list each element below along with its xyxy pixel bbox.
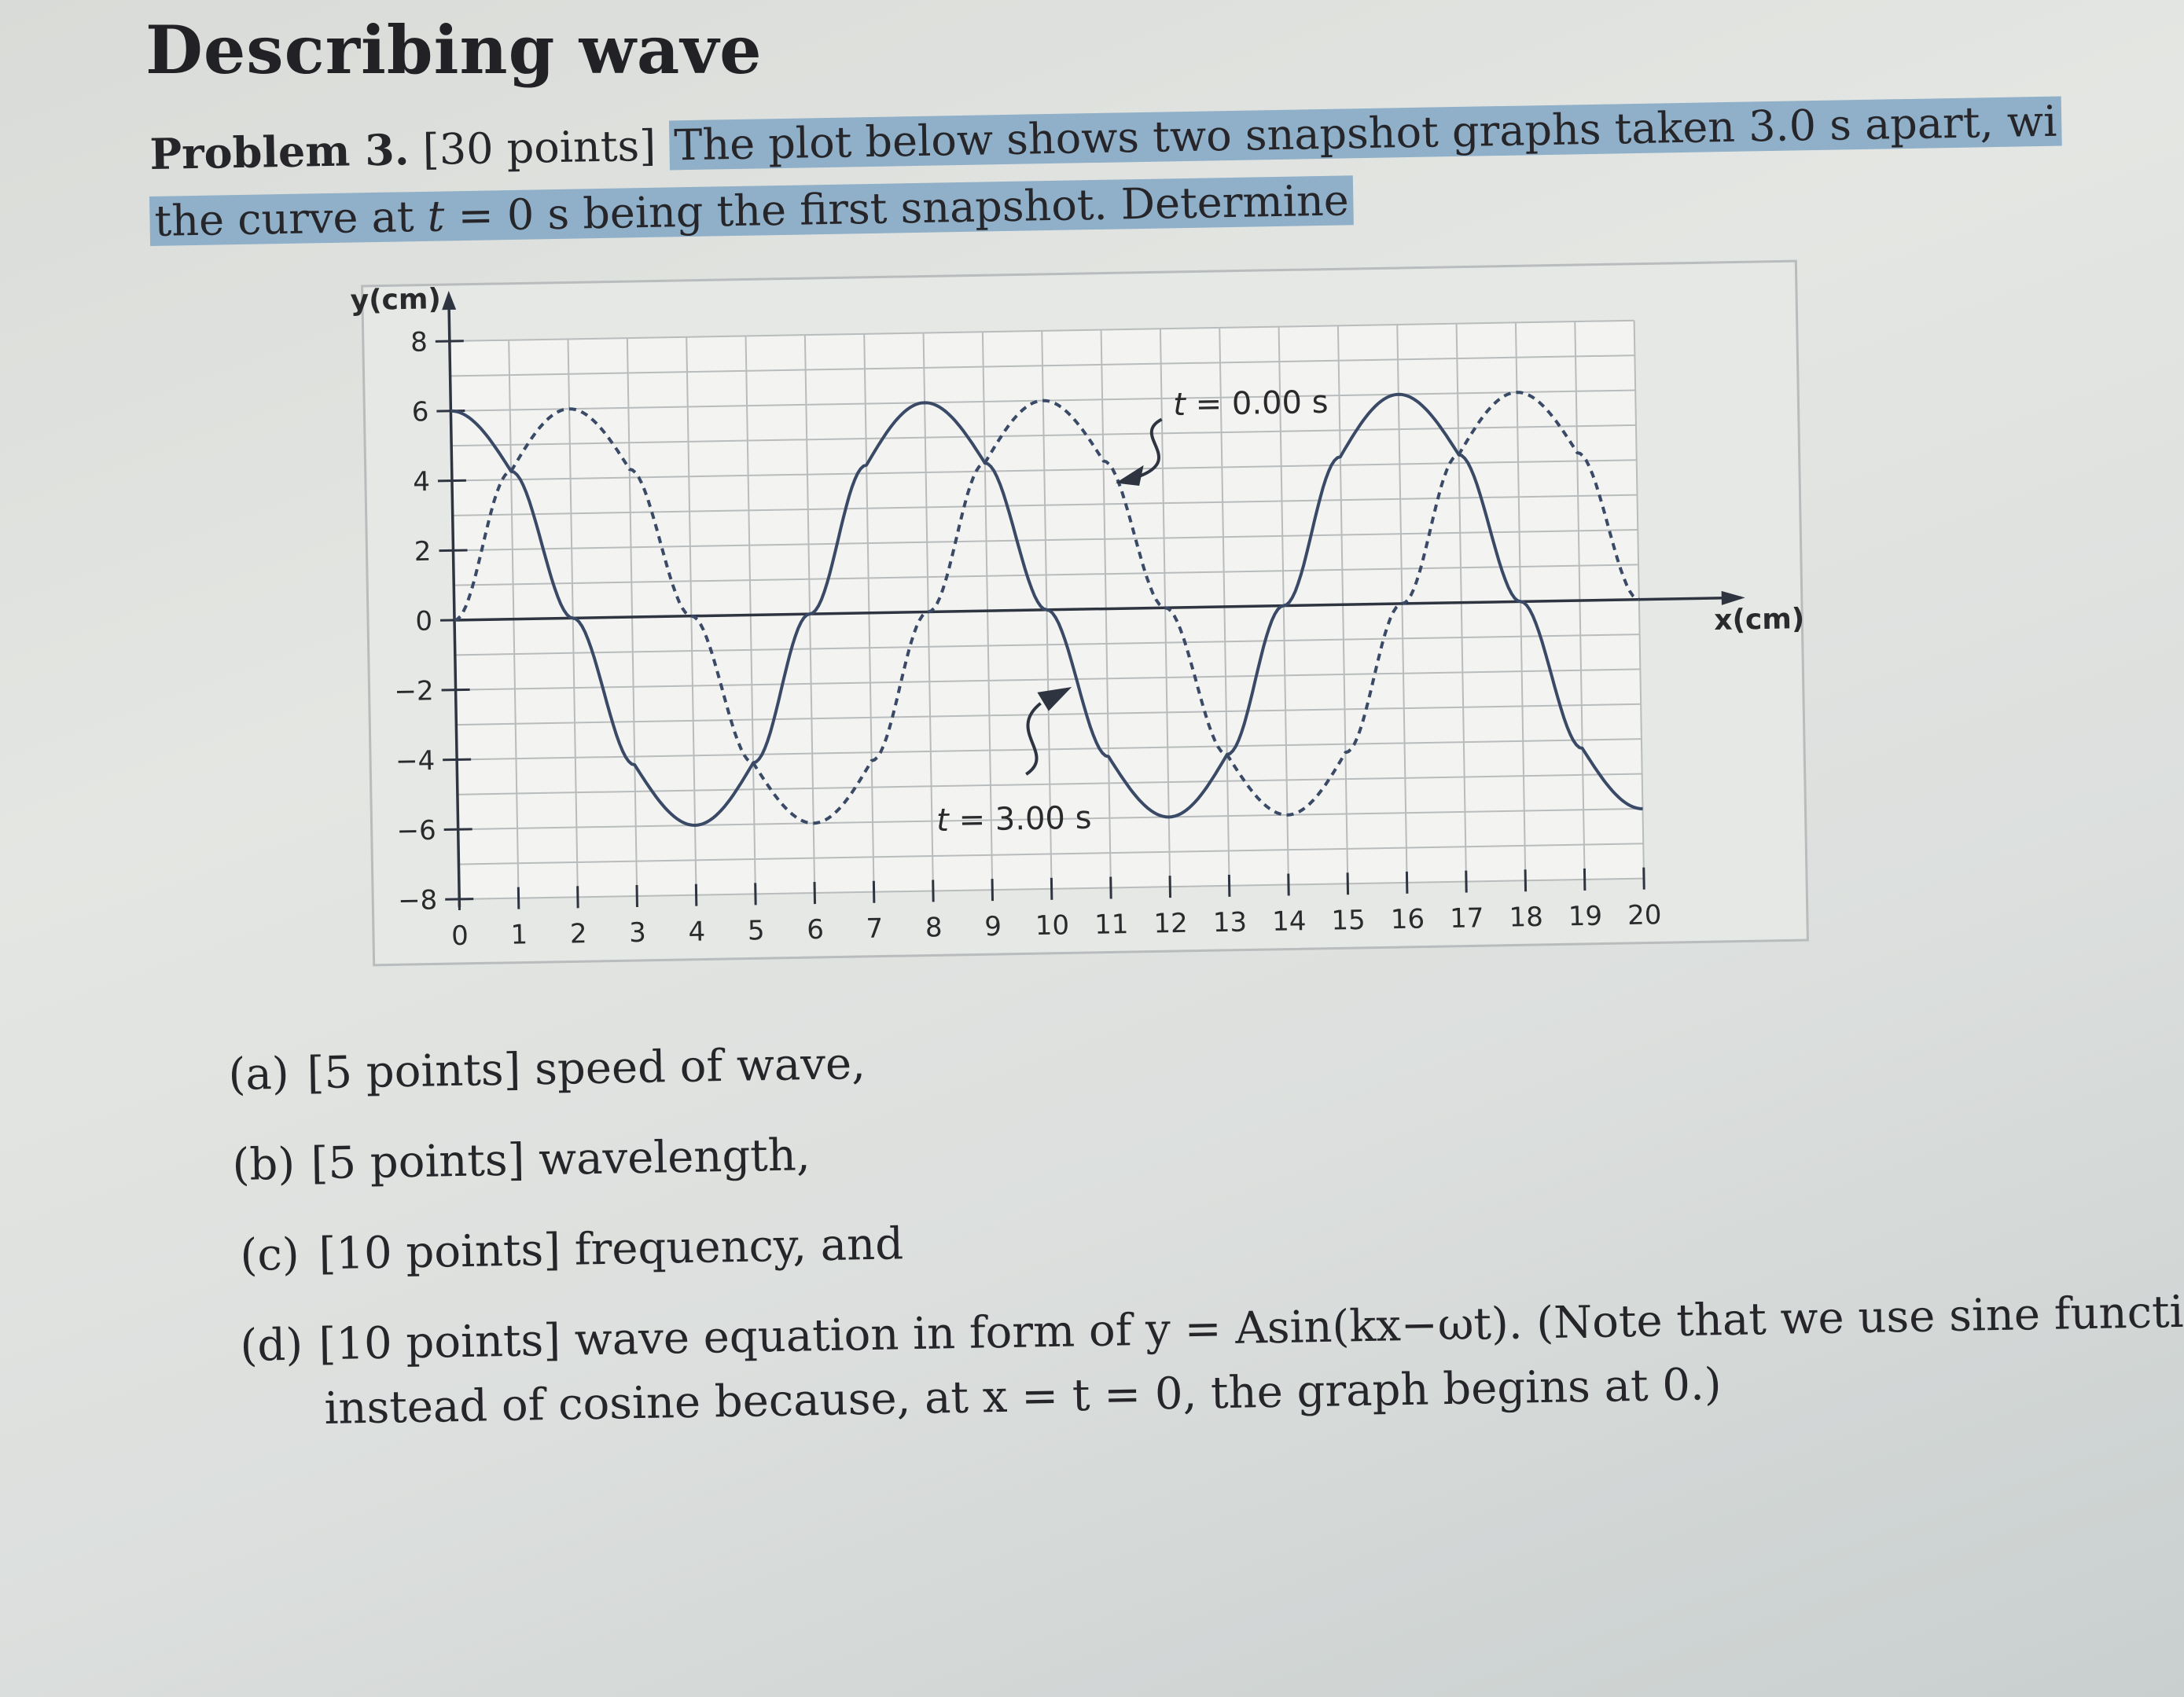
- y-tick-label: 4: [412, 466, 431, 498]
- problem-line2-end: s being the first snapshot. Determine: [546, 175, 1350, 240]
- y-axis-label: y(cm): [350, 283, 442, 318]
- y-tick-label: 8: [410, 326, 428, 358]
- x-tick-label: 16: [1390, 903, 1425, 936]
- annotation-t0-value: = 0.00 s: [1185, 384, 1329, 423]
- x-tick-label: 20: [1627, 899, 1662, 932]
- question-d: [240, 1287, 2184, 1372]
- question-c-letter: (c): [240, 1229, 300, 1281]
- wave-chart: [350, 255, 1814, 972]
- question-b-text: [5 points] wavelength,: [310, 1129, 811, 1190]
- problem-statement-line1: [149, 96, 2062, 179]
- x-tick-label: 14: [1271, 905, 1307, 938]
- x-tick-label: 19: [1568, 900, 1603, 933]
- annotation-t3-t-symbol: t: [936, 802, 950, 839]
- page-heading: Describing wave: [145, 11, 763, 89]
- question-c-text: [10 points] frequency, and: [318, 1218, 904, 1280]
- x-axis-label: x(cm): [1713, 603, 1805, 637]
- annotation-t0-label: [1173, 384, 1329, 423]
- y-tick-mark: [439, 550, 467, 551]
- question-d-text: [10 points] wave equation in form of y = Asin(kx−ωt). (Note that we use sine functi: [318, 1286, 2184, 1371]
- x-tick-label: 7: [866, 913, 884, 945]
- x-tick-label: 4: [688, 916, 706, 948]
- x-tick-label: 6: [806, 913, 825, 946]
- problem-equals-zero: = 0: [443, 189, 535, 241]
- x-tick-label: 0: [450, 920, 469, 953]
- x-tick-label: 11: [1094, 909, 1129, 941]
- question-d-continued-text: instead of cosine because, at x = t = 0, the graph begins at 0.): [324, 1358, 1723, 1434]
- y-tick-label: 2: [414, 535, 432, 568]
- y-tick-label: −8: [397, 884, 438, 917]
- y-tick-label: −6: [396, 814, 437, 847]
- x-tick-label: 5: [747, 915, 765, 947]
- x-tick-label: 18: [1509, 901, 1544, 934]
- question-a: [228, 1038, 866, 1100]
- annotation-t3-value: = 3.00 s: [948, 799, 1092, 839]
- y-tick-label: 0: [415, 605, 433, 637]
- y-tick-label: −4: [395, 744, 436, 777]
- x-tick-label: 15: [1331, 904, 1366, 937]
- y-tick-label: −2: [394, 675, 434, 708]
- annotation-t3-label: [936, 800, 1092, 839]
- x-tick-label: 10: [1035, 909, 1070, 942]
- annotation-t0-t-symbol: t: [1172, 386, 1186, 424]
- problem-line2-start: [149, 175, 1354, 246]
- y-tick-label: 6: [411, 396, 429, 428]
- x-tick-label: 13: [1212, 906, 1248, 939]
- question-a-letter: (a): [228, 1048, 290, 1100]
- problem-points: [30 points]: [422, 120, 656, 174]
- problem-label: Problem 3.: [149, 124, 410, 179]
- y-tick-mark: [442, 689, 470, 690]
- x-tick-label: 2: [569, 918, 587, 950]
- problem-line2-text: the curve at: [153, 192, 415, 246]
- question-d-letter: (d): [240, 1319, 303, 1372]
- problem-highlighted-text: The plot below shows two snapshot graphs taken 3.0 s apart, wi: [669, 97, 2062, 171]
- question-b-letter: (b): [232, 1138, 296, 1191]
- problem-t-symbol: t: [427, 191, 445, 241]
- x-tick-label: 3: [628, 916, 647, 950]
- x-tick-label: 8: [925, 912, 943, 944]
- y-tick-mark: [438, 480, 466, 481]
- problem-statement-line2: [149, 175, 1354, 246]
- y-tick-mark: [444, 829, 472, 830]
- y-tick-mark: [436, 341, 464, 342]
- question-c: [240, 1218, 904, 1281]
- question-d-continued: [324, 1359, 1722, 1434]
- x-tick-label: 17: [1449, 902, 1484, 935]
- question-a-text: [5 points] speed of wave,: [306, 1038, 866, 1100]
- y-tick-mark: [443, 759, 471, 760]
- question-b: [232, 1129, 811, 1191]
- wave-chart-svg: [350, 255, 1814, 972]
- x-tick-label: 12: [1153, 907, 1189, 940]
- x-tick-label: 9: [984, 910, 1002, 943]
- x-tick-label: 1: [510, 919, 528, 951]
